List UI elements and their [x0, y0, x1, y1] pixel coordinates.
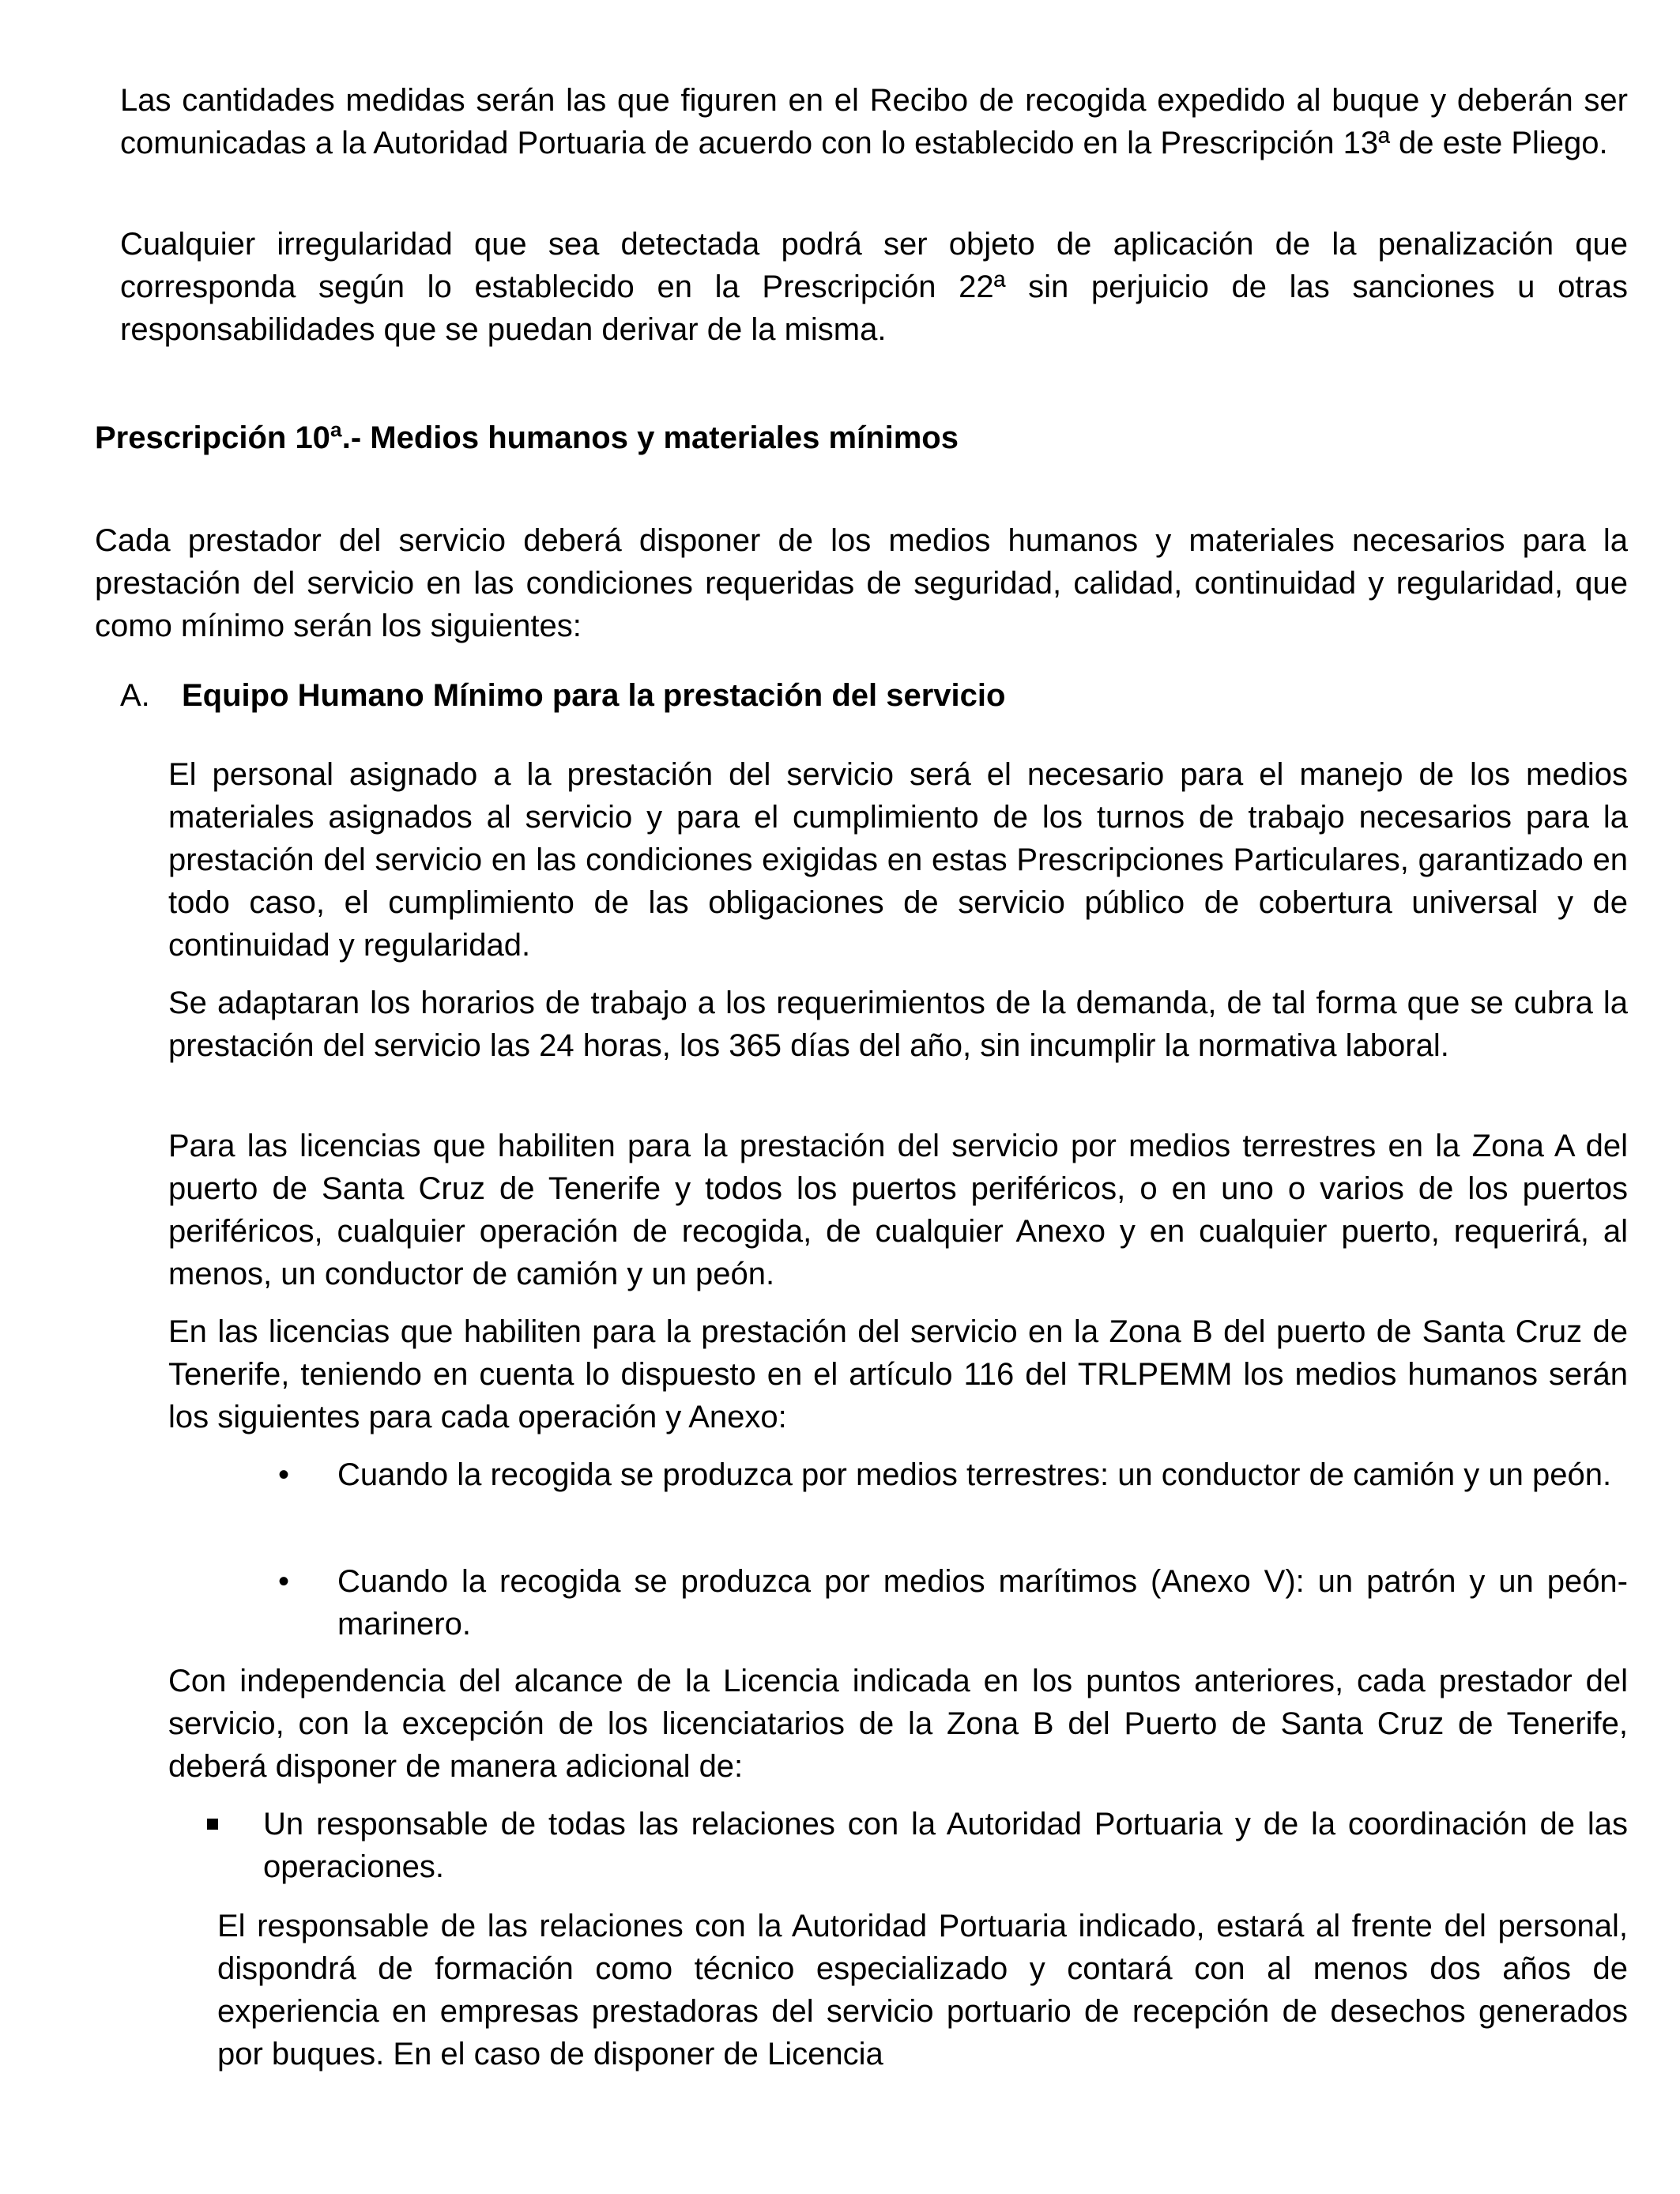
subsection-title: Equipo Humano Mínimo para la prestación del servicio: [182, 678, 1006, 713]
paragraph-licences-zone-b: En las licencias que habiliten para la prestación del servicio en la Zona B del puerto de Santa Cruz de Tenerife, teniendo en cuenta lo dispuesto en el artículo 116 del TRLPEMM los medios humanos serán los siguientes para cada operación y Anexo:: [168, 1314, 1628, 1434]
bullet-icon: •: [278, 1564, 290, 1599]
bullet-item-land: Cuando la recogida se produzca por medios terrestres: un conductor de camión y un peón.: [337, 1457, 1612, 1492]
paragraph-irregularities: Cualquier irregularidad que sea detectada podrá ser objeto de aplicación de la penalización que corresponda según lo establecido en la Prescripción 22ª sin perjuicio de las sanciones u otras responsabilidades que se puedan derivar de la misma.: [120, 227, 1628, 347]
paragraph-responsible-details: El responsable de las relaciones con la Autoridad Portuaria indicado, estará al frente del personal, dispondrá de formación como técnico especializado y contará con al menos dos años de experiencia en empresas prestadoras del servicio portuario de recepción de desechos generados por buques. En el caso de disponer de Licencia: [217, 1909, 1628, 2071]
paragraph-intro: Cada prestador del servicio deberá disponer de los medios humanos y materiales necesarios para la prestación del servicio en las condiciones requeridas de seguridad, calidad, continuidad y regularidad, que como mínimo serán los siguientes:: [95, 523, 1628, 643]
subsection-letter: A.: [120, 678, 150, 713]
paragraph-additional: Con independencia del alcance de la Licencia indicada en los puntos anteriores, cada prestador del servicio, con la excepción de los licenciatarios de la Zona B del Puerto de Santa Cruz de Tenerife, deberá disponer de manera adicional de:: [168, 1664, 1628, 1784]
paragraph-schedule: Se adaptaran los horarios de trabajo a los requerimientos de la demanda, de tal forma que se cubra la prestación del servicio las 24 horas, los 365 días del año, sin incumplir la normativa laboral.: [168, 986, 1628, 1063]
square-bullet-icon: [207, 1819, 218, 1830]
section-title: Prescripción 10ª.- Medios humanos y materiales mínimos: [95, 420, 959, 455]
paragraph-licences-zone-a: Para las licencias que habiliten para la prestación del servicio por medios terrestres en la Zona A del puerto de Santa Cruz de Tenerife y todos los puertos periféricos, o en uno o varios de los puertos periféricos, cualquier operación de recogida, de cualquier Anexo y en cualquier puerto, requerirá, al menos, un conductor de camión y un peón.: [168, 1129, 1628, 1291]
paragraph-quantities: Las cantidades medidas serán las que figuren en el Recibo de recogida expedido al buque y deberán ser comunicadas a la Autoridad Portuaria de acuerdo con lo establecido en la Prescripción 13ª de este Pliego.: [120, 83, 1628, 160]
bullet-item-sea: Cuando la recogida se produzca por medios marítimos (Anexo V): un patrón y un peón-marinero.: [337, 1564, 1628, 1642]
square-item-responsible: Un responsable de todas las relaciones con la Autoridad Portuaria y de la coordinación de las operaciones.: [263, 1807, 1628, 1884]
bullet-icon: •: [278, 1457, 290, 1492]
paragraph-personnel: El personal asignado a la prestación del servicio será el necesario para el manejo de los medios materiales asignados al servicio y para el cumplimiento de los turnos de trabajo necesarios para la prestación del servicio en las condiciones exigidas en estas Prescripciones Particulares, garantizado en todo caso, el cumplimiento de las obligaciones de servicio público de cobertura universal y de continuidad y regularidad.: [168, 757, 1628, 963]
